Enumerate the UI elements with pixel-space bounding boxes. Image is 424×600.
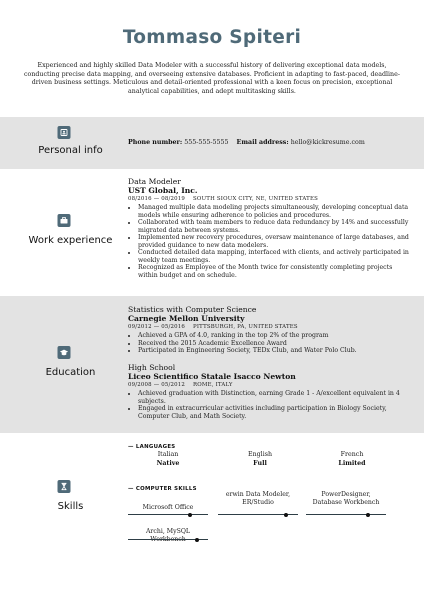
email-value: hello@kickresume.com [290, 139, 365, 146]
education-meta [128, 323, 410, 331]
computer-skills-heading: — COMPUTER SKILLS [128, 486, 197, 492]
list-item: • Recognized as Employee of the Month twice for consistently completing projects within budget and on schedule. [138, 264, 410, 279]
skill-level-dot [366, 513, 370, 517]
section-work-experience [0, 169, 424, 296]
section-personal-info [0, 117, 424, 169]
education-location: PITTSBURGH, PA, UNITED STATES [193, 324, 298, 330]
section-skills [0, 433, 424, 600]
job-location: SOUTH SIOUX CITY, NE, UNITED STATES [193, 196, 319, 202]
education-location: ROME, ITALY [193, 382, 233, 388]
language-name: Italian [157, 451, 179, 458]
education-bullets [128, 332, 410, 355]
hourglass-icon [58, 480, 71, 493]
language-item [122, 450, 214, 468]
skill-level-dot [284, 513, 288, 517]
languages-list [122, 450, 398, 468]
email-label: Email address: [236, 139, 289, 146]
list-item: • Received the 2015 Academic Excellence Award [138, 340, 410, 348]
list-item: • Implemented new recovery procedures, oversaw maintenance of large databases, and provided guidance to new data modelers. [138, 234, 410, 249]
phone-label: Phone number: [128, 139, 183, 146]
profile-summary: Experienced and highly skilled Data Modeler with a successful history of delivering exceptional data models, conducting precise data mapping, and overseeing extensive databases. Proficient in adapting to fast-paced, deadline-driven business settings. Meticulous and detail-oriented professional with a keen focus on precision, exceptional analytical capabilities, and adept multitasking skills. [24, 62, 400, 95]
list-item: • Achieved graduation with Distinction, earning Grade 1 - A/excellent equivalent in 4 subjects. [138, 390, 410, 405]
section-title-personal-info: Personal info [38, 145, 103, 156]
list-item: • Conducted detailed data mapping, interfaced with clients, and actively participated in weekly team meetings. [138, 249, 410, 264]
language-level: Full [253, 460, 267, 467]
school-name: Liceo Scientifico Statale Isacco Newton [128, 372, 296, 381]
list-item: • Managed multiple data modeling projects simultaneously, developing conceptual data models while ensuring adherence to policies and procedures. [138, 204, 410, 219]
education-bullets [128, 390, 410, 420]
school-name: Carnegie Mellon University [128, 314, 245, 323]
candidate-name: Tommaso Spiteri [122, 27, 302, 48]
graduation-cap-icon [58, 346, 71, 359]
briefcase-icon [58, 214, 71, 227]
language-name: French [340, 451, 364, 458]
job-title: Data Modeler [128, 177, 181, 186]
contact-line [128, 139, 410, 146]
languages-heading: — LANGUAGES [128, 444, 176, 450]
skill-bar [306, 514, 386, 515]
skill-label: PowerDesigner, Database Workbench [312, 491, 380, 506]
section-title-work-experience: Work experience [28, 235, 113, 246]
skill-bar [128, 539, 208, 540]
education-dates: 09/2012 — 05/2016 [128, 324, 186, 330]
language-level: Limited [338, 460, 366, 467]
skill-label: erwin Data Modeler, ER/Studio [225, 491, 291, 506]
job-bullets [128, 204, 410, 279]
list-item: • Collaborated with team members to reduce data redundancy by 14% and successfully migrated data between systems. [138, 219, 410, 234]
skill-bar [128, 514, 208, 515]
skill-label: Archi, MySQL [145, 528, 191, 535]
skill-level-dot [188, 513, 192, 517]
list-item: • Engaged in extracurricular activities including participation in Biology Society, Computer Club, and Math Society. [138, 405, 410, 420]
education-entry [128, 363, 410, 420]
language-item [214, 450, 306, 468]
education-entry [128, 305, 410, 355]
section-title-education: Education [45, 367, 96, 378]
section-title-skills: Skills [57, 501, 84, 512]
job-meta [128, 195, 410, 203]
id-card-icon [58, 126, 71, 139]
language-name: English [248, 451, 272, 458]
education-meta [128, 381, 410, 389]
education-dates: 09/2008 — 05/2012 [128, 382, 186, 388]
job-entry [128, 177, 410, 279]
language-level: Native [156, 460, 180, 467]
list-item: • Achieved a GPA of 4.0, ranking in the top 2% of the program [138, 332, 410, 340]
language-item [306, 450, 398, 468]
phone-value: 555-555-5555 [184, 139, 229, 146]
degree-title: High School [128, 363, 176, 372]
section-education [0, 296, 424, 433]
skill-bar [218, 514, 298, 515]
skill-label: Microsoft Office [142, 504, 194, 511]
job-dates: 08/2016 — 08/2019 [128, 196, 186, 202]
skill-level-dot [195, 538, 199, 542]
job-company: UST Global, Inc. [128, 186, 198, 195]
list-item: • Participated in Engineering Society, TEDx Club, and Water Polo Club. [138, 347, 410, 355]
degree-title: Statistics with Computer Science [128, 305, 257, 314]
